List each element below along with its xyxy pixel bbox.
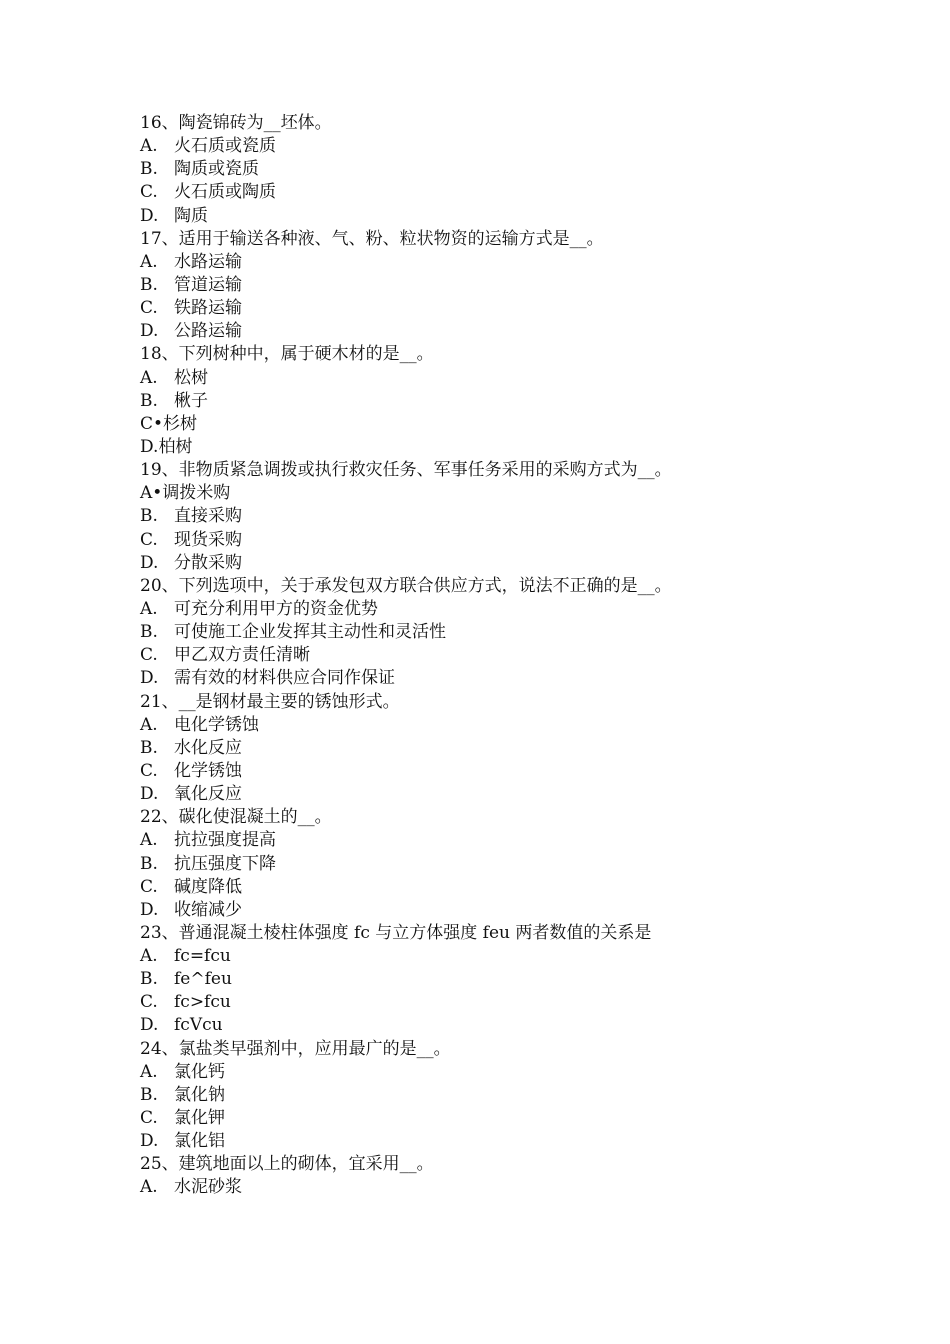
option-text: fcVcu (174, 1015, 223, 1036)
option-text: 铁路运输 (174, 298, 242, 319)
option-text: 现货采购 (174, 529, 242, 550)
answer-option (140, 876, 840, 899)
option-letter: D. (140, 552, 159, 573)
answer-option (140, 482, 840, 505)
option-letter: D. (140, 899, 159, 920)
answer-option (140, 1107, 840, 1130)
option-letter: D. (140, 321, 159, 342)
answer-option (140, 320, 840, 343)
option-letter: A• (140, 483, 163, 504)
option-letter: C. (140, 1108, 158, 1129)
option-text: 杉树 (163, 413, 198, 434)
question-stem: 19、非物质紧急调拨或执行救灾任务、军事任务采用的采购方式为__。 (140, 460, 672, 481)
answer-option (140, 251, 840, 274)
option-letter: A. (140, 830, 158, 851)
option-letter: B. (140, 159, 158, 180)
answer-option (140, 1061, 840, 1084)
answer-option (140, 598, 840, 621)
option-letter: C. (140, 876, 158, 897)
question-stem: 16、陶瓷锦砖为__坯体。 (140, 113, 332, 133)
option-text: 楸子 (174, 390, 208, 411)
option-text: 氯化钾 (174, 1108, 225, 1129)
option-letter: C• (140, 413, 164, 434)
answer-option (140, 505, 840, 528)
option-letter: A. (140, 367, 158, 388)
option-letter: A. (140, 714, 158, 735)
answer-option (140, 1084, 840, 1107)
option-letter: B. (140, 737, 158, 758)
answer-option (140, 413, 840, 436)
option-text: 氯化铝 (174, 1131, 225, 1152)
option-letter: D. (140, 784, 159, 805)
option-text: 氯化钠 (174, 1084, 225, 1105)
option-text: 直接采购 (174, 506, 242, 527)
answer-option (140, 760, 840, 783)
option-text: 抗压强度下降 (174, 853, 276, 874)
option-text: 可使施工企业发挥其主动性和灵活性 (174, 622, 446, 643)
option-letter: A. (140, 1177, 158, 1198)
option-letter: D. (140, 436, 159, 457)
option-text: 抗拉强度提高 (174, 830, 276, 851)
option-text: fc>fcu (174, 992, 231, 1013)
option-text: 柏树 (158, 436, 193, 457)
option-text: 水路运输 (174, 251, 242, 272)
answer-option (140, 667, 840, 690)
option-text: 电化学锈蚀 (174, 714, 259, 735)
answer-option (140, 853, 840, 876)
option-letter: B. (140, 1084, 158, 1105)
answer-option (140, 552, 840, 575)
option-text: 氯化钙 (174, 1061, 225, 1082)
option-letter: A. (140, 946, 158, 967)
option-letter: B. (140, 506, 158, 527)
option-letter: B. (140, 969, 158, 990)
option-text: 需有效的材料供应合同作保证 (174, 668, 395, 689)
option-text: 水化反应 (174, 737, 242, 758)
answer-option (140, 737, 840, 760)
option-letter: D. (140, 668, 159, 689)
question-stem: 25、建筑地面以上的砌体，宜采用__。 (140, 1154, 434, 1175)
option-text: 分散采购 (174, 552, 242, 573)
option-text: 水泥砂浆 (174, 1177, 242, 1198)
question-stem: 21、__是钢材最主要的锈蚀形式。 (140, 691, 400, 712)
answer-option (140, 1130, 840, 1153)
option-text: 甲乙双方责任清晰 (174, 645, 310, 666)
option-letter: C. (140, 645, 158, 666)
option-text: 可充分利用甲方的资金优势 (174, 598, 378, 619)
option-letter: C. (140, 760, 158, 781)
question-stem: 23、普通混凝土棱柱体强度 fc 与立方体强度 feu 两者数值的关系是 (140, 922, 652, 943)
question-stem: 18、下列树种中，属于硬木材的是__。 (140, 344, 434, 365)
answer-option (140, 1014, 840, 1037)
option-letter: B. (140, 274, 158, 295)
answer-option (140, 529, 840, 552)
answer-option (140, 181, 840, 204)
option-text: 公路运输 (174, 321, 242, 342)
answer-option (140, 899, 840, 922)
answer-option (140, 829, 840, 852)
option-letter: B. (140, 853, 158, 874)
option-text: 收缩减少 (174, 899, 242, 920)
option-text: 火石质或瓷质 (174, 136, 276, 157)
option-letter: D. (140, 205, 159, 226)
option-letter: C. (140, 182, 158, 203)
document-page (140, 112, 840, 1200)
answer-option (140, 945, 840, 968)
option-text: fe^feu (174, 969, 232, 990)
question-stem: 17、适用于输送各种液、气、粉、粒状物资的运输方式是__。 (140, 228, 604, 249)
option-text: 碱度降低 (174, 876, 242, 897)
option-letter: A. (140, 598, 158, 619)
option-text: 陶质或瓷质 (174, 159, 259, 180)
answer-option (140, 714, 840, 737)
option-letter: D. (140, 1131, 159, 1152)
answer-option (140, 297, 840, 320)
option-text: 调拨米购 (162, 483, 231, 504)
answer-option (140, 783, 840, 806)
option-letter: A. (140, 1061, 158, 1082)
option-letter: A. (140, 136, 158, 157)
answer-option (140, 367, 840, 390)
answer-option (140, 135, 840, 158)
question-stem: 20、下列选项中，关于承发包双方联合供应方式，说法不正确的是__。 (140, 575, 672, 596)
answer-option (140, 274, 840, 297)
option-letter: A. (140, 251, 158, 272)
option-text: 陶质 (174, 205, 208, 226)
option-text: 氧化反应 (174, 784, 242, 805)
answer-option (140, 644, 840, 667)
answer-option (140, 1176, 840, 1199)
option-letter: C. (140, 529, 158, 550)
answer-option (140, 991, 840, 1014)
option-text: 松树 (174, 367, 208, 388)
option-letter: D. (140, 1015, 159, 1036)
answer-option (140, 436, 840, 459)
question-stem: 22、碳化使混凝土的__。 (140, 807, 332, 828)
question-stem: 24、氯盐类早强剂中，应用最广的是__。 (140, 1038, 451, 1059)
option-letter: B. (140, 390, 158, 411)
answer-option (140, 158, 840, 181)
answer-option (140, 968, 840, 991)
option-text: 化学锈蚀 (174, 760, 242, 781)
option-text: fc=fcu (174, 946, 231, 967)
answer-option (140, 621, 840, 644)
option-letter: B. (140, 622, 158, 643)
answer-option (140, 390, 840, 413)
option-letter: C. (140, 298, 158, 319)
option-text: 管道运输 (174, 274, 242, 295)
option-letter: C. (140, 992, 158, 1013)
option-text: 火石质或陶质 (174, 182, 276, 203)
answer-option (140, 205, 840, 228)
